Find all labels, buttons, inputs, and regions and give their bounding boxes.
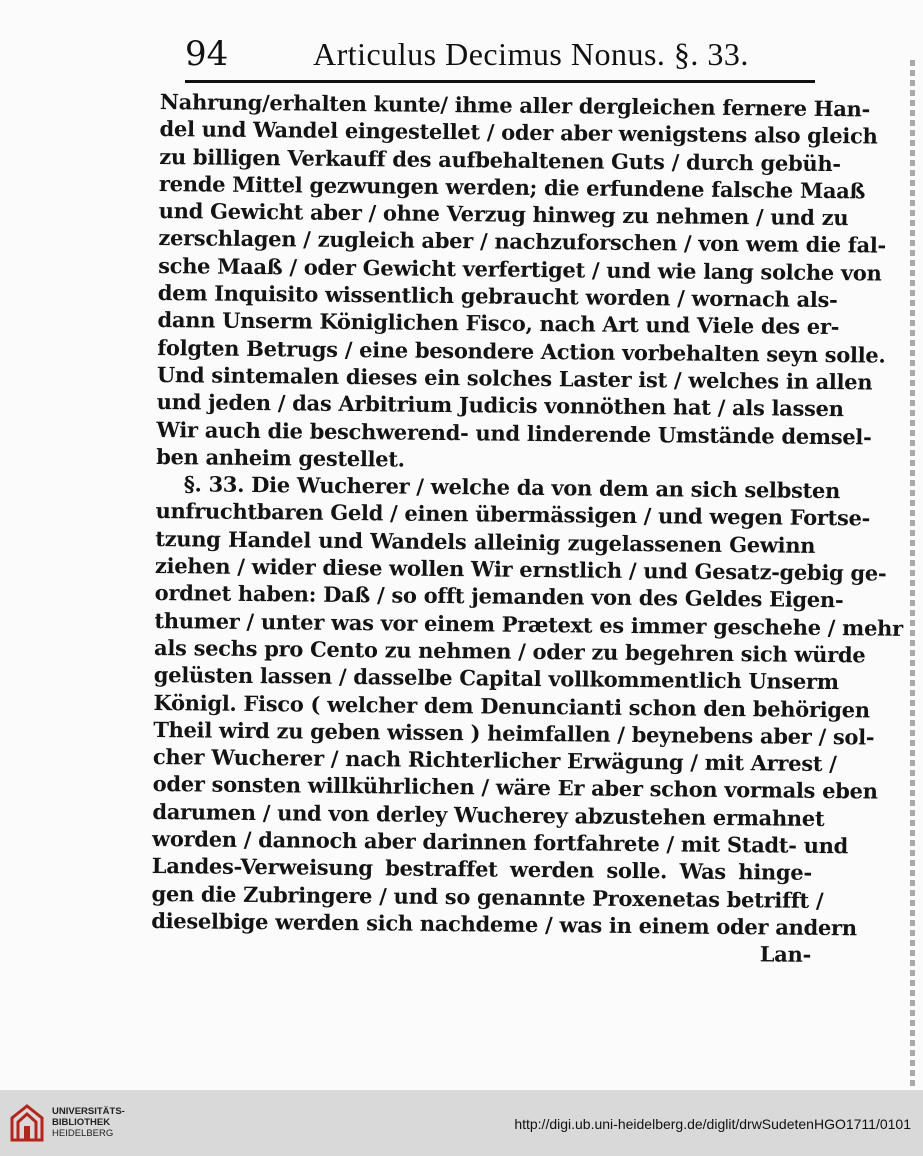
footer-bar (0, 1090, 923, 1156)
library-logo-text (52, 1106, 125, 1139)
text-line: §. 33. Die Wucherer / welche da von dem an sich selbsten (183, 471, 841, 504)
logo-line-2: BIBLIOTHEK (52, 1117, 111, 1128)
logo-line-1: UNIVERSITÄTS- (52, 1106, 125, 1117)
text-line: sche Maaß / oder Gewicht verfertiget / und wie lang solche von (158, 252, 882, 286)
catchword: Lan- (759, 941, 812, 968)
running-title: Articulus Decimus Nonus. §. 33. (313, 36, 749, 72)
text-line: dem Inquisito wissentlich gebraucht worden / wornach als- (157, 280, 838, 313)
library-logo-icon (10, 1104, 44, 1142)
text-line: und jeden / das Arbitrium Judicis vonnöthen hat / als lassen (156, 389, 844, 422)
body-text (151, 88, 903, 968)
text-line: folgten Betrugs / eine besondere Action vorbehalten seyn solle. (157, 334, 886, 368)
text-line: ordnet haben: Daß / so offt jemanden von des Geldes Eigen- (154, 580, 844, 613)
text-line: und Gewicht aber / ohne Verzug hinweg zu nehmen / und zu (158, 198, 849, 231)
text-line: rende Mittel gezwungen werden; die erfundene falsche Maaß (158, 170, 866, 204)
text-line: zu billigen Verkauff des aufbehaltenen Guts / durch gebüh- (159, 143, 841, 176)
page-edge-shadow (910, 60, 915, 1090)
text-line: gelüsten lassen / dasselbe Capital vollkommentlich Unserm (153, 662, 839, 695)
text-line: worden / dannoch aber darinnen fortfahrete / mit Stadt- und (152, 825, 849, 859)
text-line: Nahrung/erhalten kunte/ ihme aller dergleichen fernere Han- (159, 88, 871, 122)
text-line: Königl. Fisco ( welcher dem Denuncianti schon den behörigen (153, 689, 870, 722)
text-line: gen die Zubringere / und so genannte Proxenetas betrifft / (151, 880, 824, 913)
text-line: darumen / und von derley Wucherey abzustehen ermahnet (152, 798, 825, 831)
text-line: ziehen / wider diese wollen Wir ernstlich / und Gesatz-gebig ge- (154, 553, 887, 586)
text-line: Landes-Verweisung bestraffet werden solle. Was hinge- (151, 853, 812, 886)
logo-line-3: HEIDELBERG (52, 1128, 114, 1139)
text-line: unfruchtbaren Geld / einen übermässigen / und wegen Fortse- (155, 498, 871, 531)
page-number: 94 (185, 34, 229, 74)
text-line: tzung Handel und Wandels alleinig zugelassenen Gewinn (155, 525, 816, 558)
text-line: Und sintemalen dieses ein solches Laster ist / welches in allen (156, 361, 873, 395)
text-line: Theil wird zu geben wissen ) heimfallen / beynebens aber / sol- (153, 716, 875, 750)
text-line: Wir auch die beschwerend- und linderende Umstände demsel- (156, 416, 872, 450)
text-line: del und Wandel eingestellet / oder aber wenigstens also gleich (159, 116, 878, 149)
text-line: dieselbige werden sich nachdeme / was in einem oder andern (151, 907, 857, 941)
text-line: ben anheim gestellet. (156, 443, 405, 472)
header-rule (185, 80, 815, 83)
source-url-link[interactable]: http://digi.ub.uni-heidelberg.de/diglit/drwSudetenHGO1711/0101 (514, 1116, 911, 1132)
text-line: dann Unserm Königlichen Fisco, nach Art und Viele des er- (157, 307, 840, 340)
text-line: als sechs pro Cento zu nehmen / oder zu begehren sich würde (154, 634, 866, 668)
text-line: cher Wucherer / nach Richterlicher Erwägung / mit Arrest / (152, 744, 837, 777)
page-header (185, 34, 805, 82)
text-line: thumer / unter was vor einem Prætext es immer geschehe / mehr (154, 607, 903, 641)
text-line: oder sonsten willkührlichen / wäre Er aber schon vormals eben (152, 771, 878, 804)
text-line: zerschlagen / zugleich aber / nachzuforschen / von wem die fal- (158, 225, 887, 259)
